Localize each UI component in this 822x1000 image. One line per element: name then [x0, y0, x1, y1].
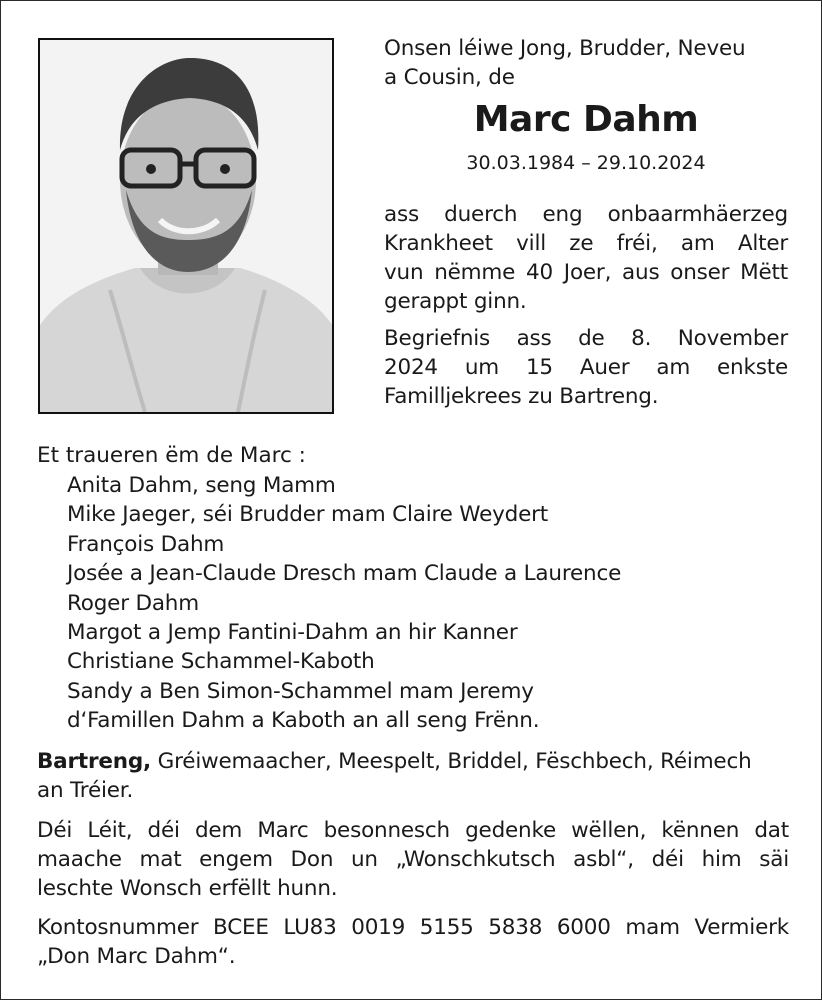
mourner-item: Christiane Schammel-Kaboth: [67, 649, 375, 675]
places-rest: Gréiwemaacher, Meespelt, Briddel, Fëschbech, Réimech: [151, 749, 752, 774]
mourner-item: Sandy a Ben Simon-Schammel mam Jeremy: [67, 678, 534, 704]
donation-line-1: Déi Léit, déi dem Marc besonnesch gedenke wëllen, kënnen dat: [37, 818, 789, 843]
account-line-2: „Don Marc Dahm“.: [37, 944, 236, 969]
notice-line-3: vun nëmme 40 Joer, aus onser Mëtt: [384, 260, 788, 285]
mourner-item: Mike Jaeger, séi Brudder mam Claire Weydert: [67, 502, 548, 528]
mourner-item: Josée a Jean-Claude Dresch mam Claude a Laurence: [67, 561, 622, 587]
places-line-1: [37, 747, 752, 776]
funeral-line-1: Begriefnis ass de 8. November: [384, 326, 788, 351]
donation-line-3: leschte Wonsch erfëllt hunn.: [37, 876, 338, 901]
mourners-list: [67, 471, 621, 736]
mourner-item: d‘Famillen Dahm a Kaboth an all seng Frënn.: [67, 708, 540, 734]
deceased-name: Marc Dahm: [473, 99, 699, 140]
intro-line-1: Onsen léiwe Jong, Brudder, Neveu: [384, 36, 746, 61]
places-line-2: an Tréier.: [37, 778, 134, 803]
mourner-item: Margot a Jemp Fantini-Dahm an hir Kanner: [67, 620, 518, 646]
donation-line-2: maache mat engem Don un „Wonschkutsch asbl“, déi him säi: [37, 847, 789, 872]
mourner-item: Anita Dahm, seng Mamm: [67, 473, 336, 498]
funeral-line-3: Familljekrees zu Bartreng.: [384, 384, 659, 409]
account-line-1: Kontosnummer BCEE LU83 0019 5155 5838 6000 mam Vermierk: [37, 915, 789, 940]
mourning-intro: Et traueren ëm de Marc :: [37, 443, 306, 468]
notice-line-1: ass duerch eng onbaarmhäerzeg: [384, 202, 788, 227]
intro-line-2: a Cousin, de: [384, 65, 515, 90]
mourner-item: Roger Dahm: [67, 590, 199, 616]
notice-line-2: Krankheet vill ze fréi, am Alter: [384, 231, 788, 256]
life-dates: 30.03.1984 – 29.10.2024: [466, 152, 706, 174]
notice-line-4: gerappt ginn.: [384, 289, 527, 314]
portrait-photo: [38, 38, 334, 414]
funeral-line-2: 2024 um 15 Auer am enkste: [384, 355, 788, 380]
mourner-item: François Dahm: [67, 531, 225, 557]
places-bold: Bartreng,: [37, 749, 152, 774]
